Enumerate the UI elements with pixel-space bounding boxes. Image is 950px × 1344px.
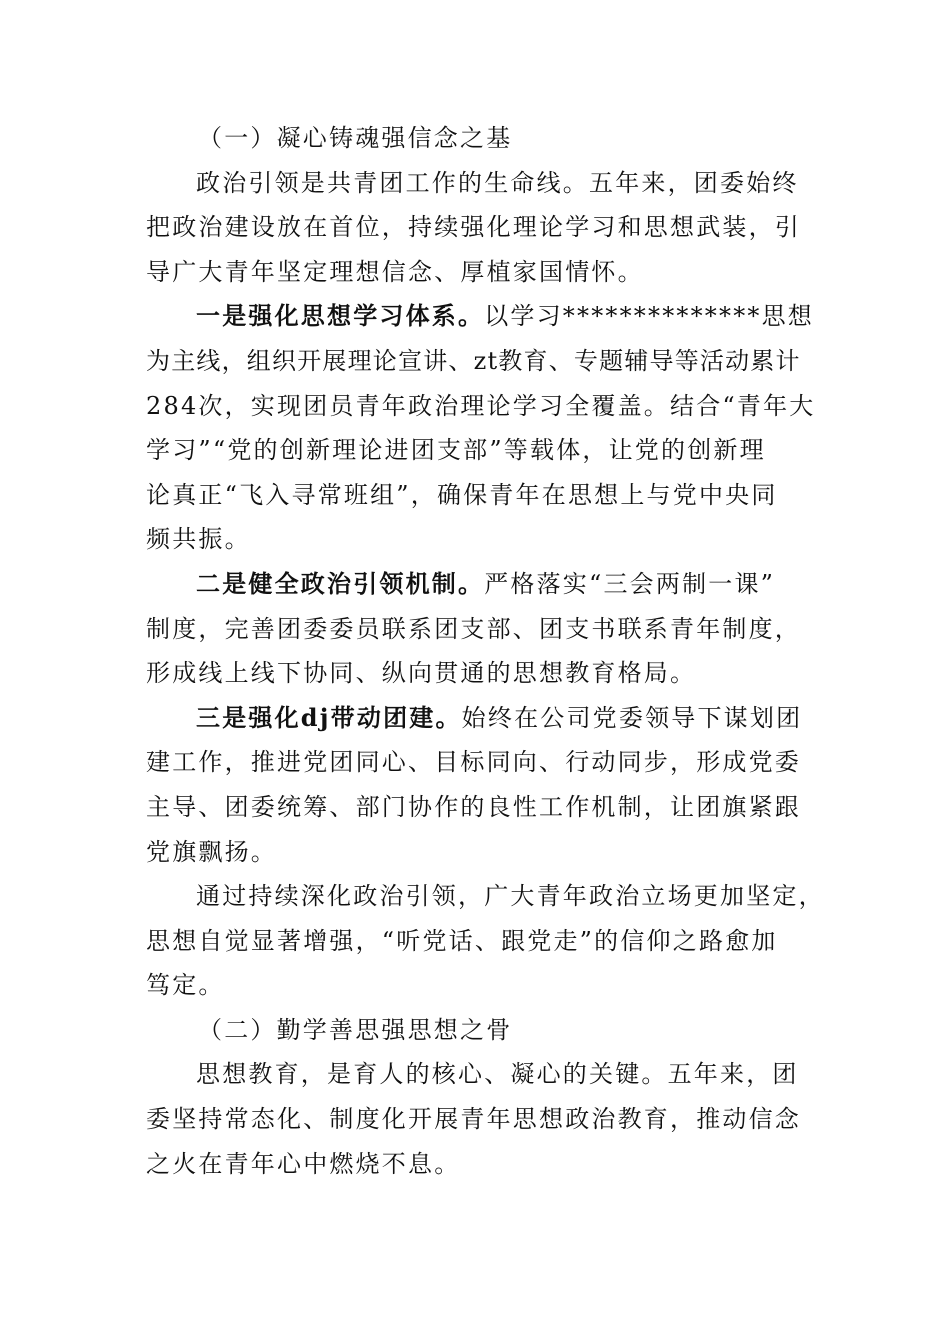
section-1-conclusion <box>146 874 825 1008</box>
item-3-bold-lead: 三是强化dj带动团建。 <box>196 702 462 732</box>
paragraph-line: 学习”“党的创新理论进团支部”等载体，让党的创新理 <box>146 436 766 465</box>
item-3-first-text: 始终在公司党委领导下谋划团 <box>461 703 803 732</box>
item-2-paragraph <box>146 562 816 696</box>
paragraph-line: 思想教育，是育人的核心、凝心的关键。五年来，团 <box>196 1060 799 1089</box>
section-heading-2: （二）勤学善思强思想之骨 <box>198 1015 513 1044</box>
item-1-bold-lead: 一是强化思想学习体系。 <box>196 301 485 331</box>
paragraph-line: 论真正“飞入寻常班组”，确保青年在思想上与党中央同 <box>146 480 778 509</box>
paragraph-line: 党旗飘扬。 <box>146 837 277 866</box>
paragraph-line <box>146 696 816 741</box>
paragraph-line: 284次，实现团员青年政治理论学习全覆盖。结合“青年大 <box>146 391 816 420</box>
paragraph-line: 频共振。 <box>146 525 251 554</box>
paragraph-line: 政治引领是共青团工作的生命线。五年来，团委始终 <box>196 168 799 197</box>
section-2-intro <box>146 1052 816 1186</box>
item-3-paragraph <box>146 696 816 874</box>
paragraph-line: 委坚持常态化、制度化开展青年思想政治教育，推动信念 <box>146 1105 801 1134</box>
paragraph-line: 为主线，组织开展理论宣讲、zt教育、专题辅导等活动累计 <box>146 346 801 375</box>
paragraph-line: 主导、团委统筹、部门协作的良性工作机制，让团旗紧跟 <box>146 792 801 821</box>
item-2-bold-lead: 二是健全政治引领机制。 <box>196 568 485 598</box>
section-1-intro <box>146 161 816 295</box>
paragraph-line: 思想自觉显著增强，“听党话、跟党走”的信仰之路愈加 <box>146 926 778 955</box>
item-1-paragraph <box>146 294 816 562</box>
paragraph-line: 把政治建设放在首位，持续强化理论学习和思想武装，引 <box>146 213 801 242</box>
paragraph-line: 通过持续深化政治引领，广大青年政治立场更加坚定， <box>196 882 825 911</box>
item-1-first-text: 以学习**************思想 <box>484 302 815 331</box>
paragraph-line: 形成线上线下协同、纵向贯通的思想教育格局。 <box>146 659 697 688</box>
paragraph-line <box>146 294 816 339</box>
paragraph-line: 导广大青年坚定理想信念、厚植家国情怀。 <box>146 257 644 286</box>
paragraph-line: 之火在青年心中燃烧不息。 <box>146 1149 461 1178</box>
document-page <box>146 116 825 1186</box>
paragraph-line <box>146 562 816 607</box>
paragraph-line: 制度，完善团委委员联系团支部、团支书联系青年制度， <box>146 614 801 643</box>
item-2-first-text: 严格落实“三会两制一课” <box>484 569 776 598</box>
section-heading-1: （一）凝心铸魂强信念之基 <box>198 124 513 152</box>
paragraph-line: 笃定。 <box>146 971 225 1000</box>
paragraph-line: 建工作，推进党团同心、目标同向、行动同步，形成党委 <box>146 748 801 777</box>
